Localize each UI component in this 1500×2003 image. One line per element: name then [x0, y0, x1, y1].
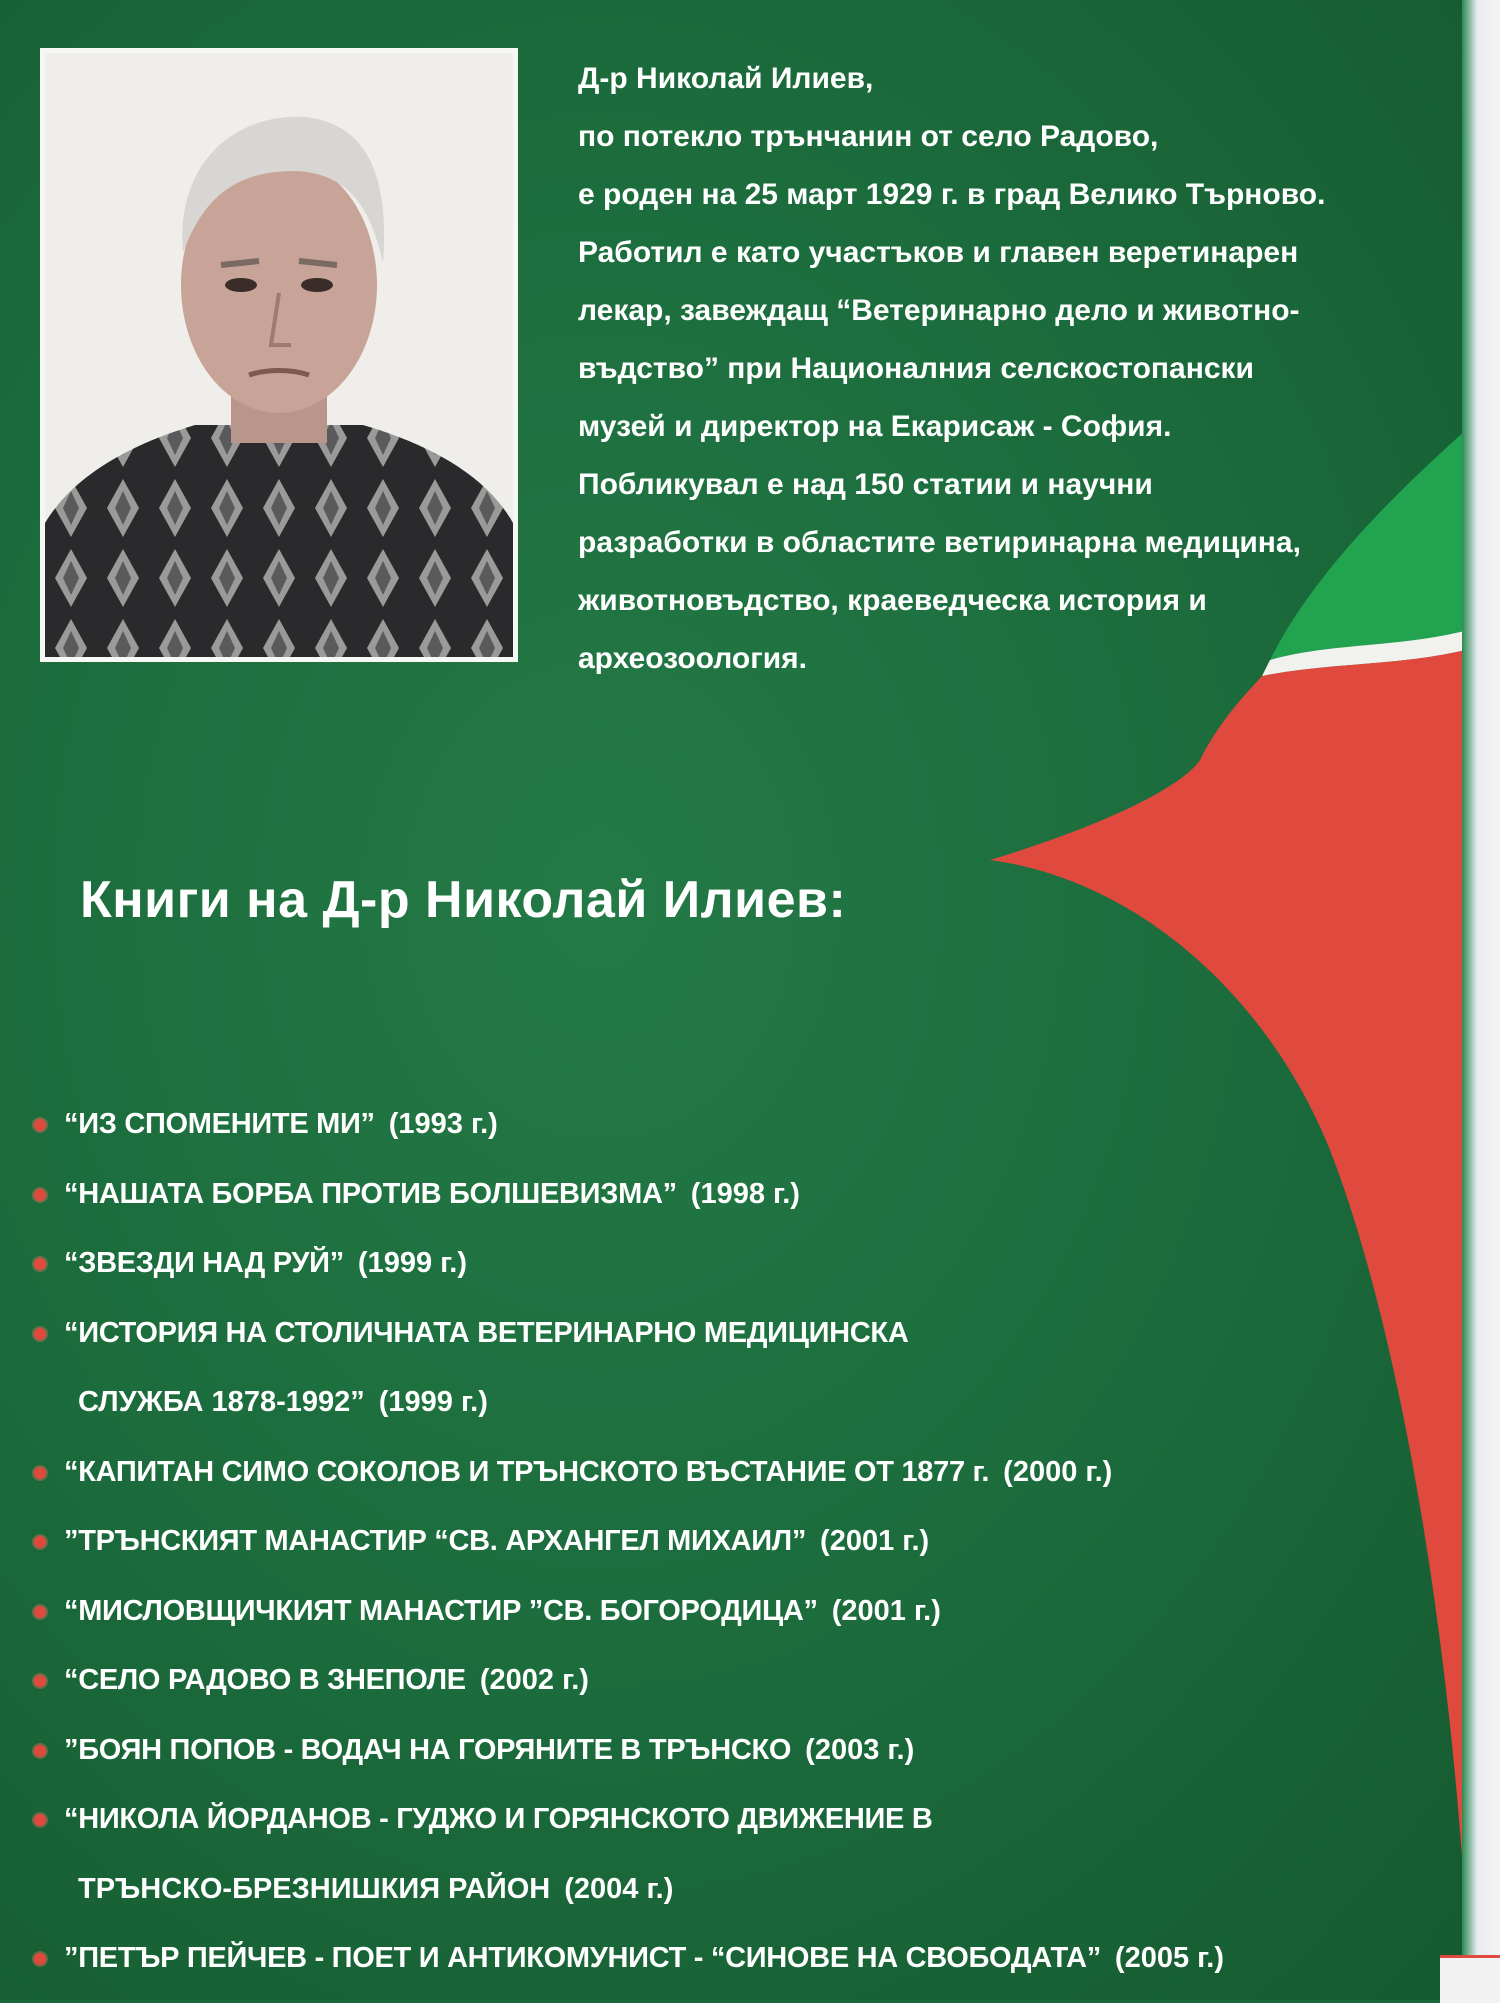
- book-item: [34, 1924, 1454, 1994]
- book-year: (2004 г.): [564, 1872, 674, 1905]
- book-year: (2000 г.): [1003, 1455, 1113, 1488]
- book-title: “НИКОЛА ЙОРДАНОВ - ГУДЖО И ГОРЯНСКОТО ДВИЖЕНИЕ В: [64, 1803, 933, 1835]
- book-year: (1999 г.): [357, 1247, 468, 1279]
- cover-edge: [1462, 0, 1500, 2000]
- book-list: [34, 1090, 1454, 1994]
- book-year: (1993 г.): [388, 1108, 498, 1140]
- book-year: (1998 г.): [690, 1177, 800, 1210]
- book-title: ”БОЯН ПОПОВ - ВОДАЧ НА ГОРЯНИТЕ В ТРЪНСКО: [64, 1733, 792, 1766]
- bullet-icon: [34, 1745, 46, 1757]
- bio-line: Д-р Николай Илиев,: [578, 62, 874, 95]
- book-title: “СЕЛО РАДОВО В ЗНЕПОЛЕ: [64, 1664, 466, 1696]
- book-year: (2001 г.): [831, 1594, 941, 1627]
- book-year: (2005 г.): [1114, 1942, 1225, 1974]
- book-title-continued: [64, 1855, 1454, 1925]
- bio-line: археозоология.: [578, 642, 807, 675]
- book-item: [34, 1229, 1454, 1299]
- bullet-icon: [34, 1536, 46, 1548]
- book-title: “КАПИТАН СИМО СОКОЛОВ И ТРЪНСКОТО ВЪСТАНИЕ ОТ 1877 г.: [64, 1455, 990, 1488]
- bullet-icon: [34, 1258, 46, 1270]
- bio-line: въдство” при Националния селскостопански: [578, 352, 1254, 385]
- book-item: [34, 1438, 1454, 1508]
- book-title: “МИСЛОВЩИЧКИЯТ МАНАСТИР ”СВ. БОГОРОДИЦА”: [64, 1594, 818, 1627]
- bullet-icon: [34, 1119, 46, 1131]
- bio-line: животновъдство, краеведческа история и: [578, 584, 1207, 617]
- book-title: “НАШАТА БОРБА ПРОТИВ БОЛШЕВИЗМА”: [64, 1177, 677, 1210]
- book-item: [34, 1577, 1454, 1647]
- bio-line: лекар, завеждащ “Ветеринарно дело и животно-: [578, 294, 1300, 327]
- bio-line: е роден на 25 март 1929 г. в град Велико Търново.: [578, 178, 1326, 211]
- author-photo: [40, 48, 518, 662]
- price-sticker: [1440, 1955, 1500, 2003]
- book-title: ”ТРЪНСКИЯТ МАНАСТИР “СВ. АРХАНГЕЛ МИХАИЛ”: [64, 1525, 807, 1557]
- bullet-icon: [34, 1953, 46, 1965]
- bio-line: Работил е като участъков и главен веретинарен: [578, 236, 1299, 269]
- book-title: ”ПЕТЪР ПЕЙЧЕВ - ПОЕТ И АНТИКОМУНИСТ - “СИНОВЕ НА СВОБОДАТА”: [64, 1942, 1101, 1974]
- book-item: [34, 1646, 1454, 1716]
- bullet-icon: [34, 1606, 46, 1618]
- bio-line: по потекло трънчанин от село Радово,: [578, 120, 1159, 153]
- book-item: [34, 1716, 1454, 1786]
- bullet-icon: [34, 1189, 46, 1201]
- book-item: [34, 1299, 1454, 1438]
- bio-line: разработки в областите ветиринарна медицина,: [578, 526, 1301, 559]
- book-title-line2: ТРЪНСКО-БРЕЗНИШКИЯ РАЙОН: [78, 1872, 551, 1905]
- bullet-icon: [34, 1328, 46, 1340]
- book-item: [34, 1090, 1454, 1160]
- author-bio: [578, 50, 1458, 688]
- book-year: (2003 г.): [805, 1733, 915, 1766]
- book-year: (2001 г.): [820, 1525, 930, 1557]
- book-item: [34, 1160, 1454, 1230]
- book-item: [34, 1507, 1454, 1577]
- bio-line: музей и директор на Екарисаж - София.: [578, 410, 1172, 443]
- book-title: “ЗВЕЗДИ НАД РУЙ”: [64, 1247, 344, 1279]
- bullet-icon: [34, 1675, 46, 1687]
- book-title-continued: [64, 1368, 1454, 1438]
- book-title: “ИСТОРИЯ НА СТОЛИЧНАТА ВЕТЕРИНАРНО МЕДИЦИНСКА: [64, 1316, 909, 1349]
- book-year: (1999 г.): [378, 1386, 488, 1418]
- book-title-line2: СЛУЖБА 1878-1992”: [78, 1386, 365, 1418]
- books-heading: Книги на Д-р Николай Илиев:: [80, 871, 847, 929]
- book-title: “ИЗ СПОМЕНИТЕ МИ”: [64, 1108, 375, 1140]
- bullet-icon: [34, 1814, 46, 1826]
- book-item: [34, 1785, 1454, 1924]
- bio-line: Побликувал е над 150 статии и научни: [578, 468, 1153, 501]
- book-year: (2002 г.): [479, 1664, 589, 1696]
- bullet-icon: [34, 1467, 46, 1479]
